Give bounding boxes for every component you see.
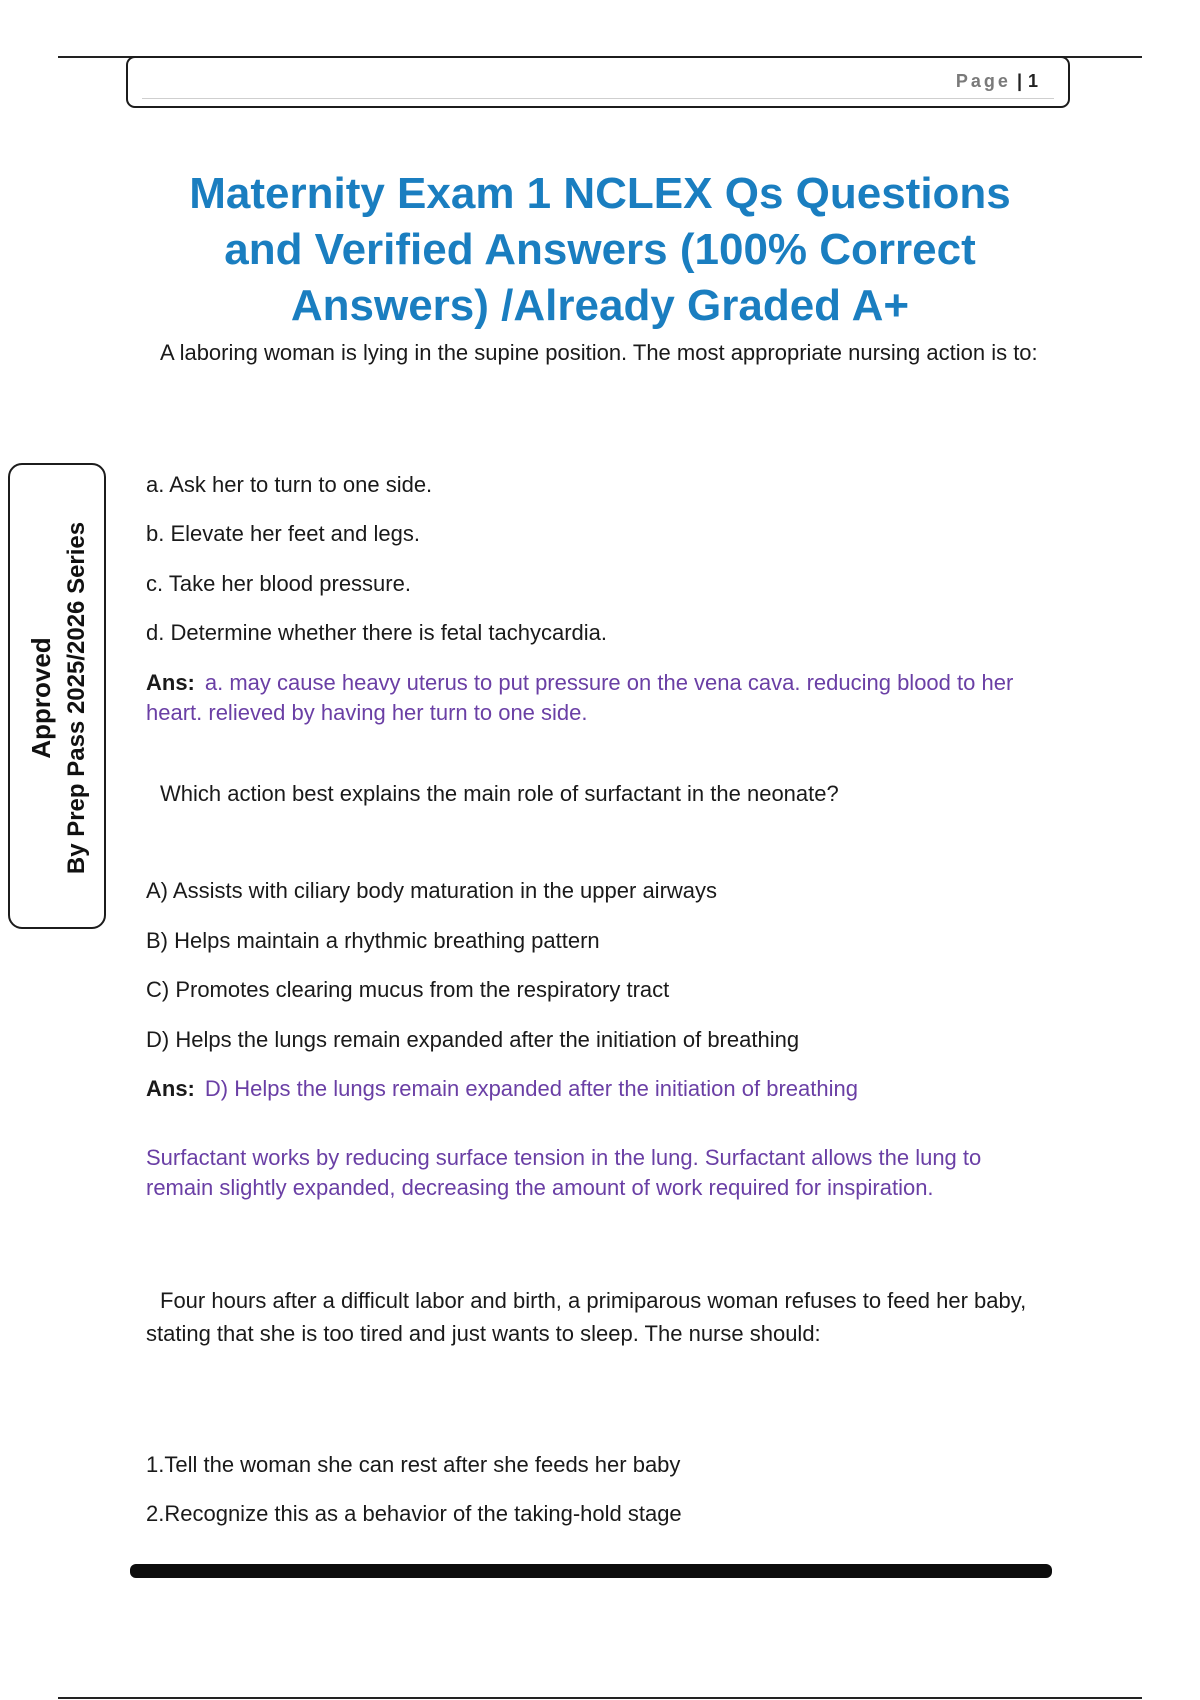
page-number: 1 [1027, 71, 1038, 91]
q2-option-c: C) Promotes clearing mucus from the respiratory tract [146, 977, 670, 1002]
q2-option-d: D) Helps the lungs remain expanded after the initiation of breathing [146, 1027, 800, 1052]
q3-option-2: 2.Recognize this as a behavior of the taking-hold stage [146, 1501, 682, 1526]
approval-side-tab [8, 463, 106, 929]
document-title: Maternity Exam 1 NCLEX Qs Questions and Verified Answers (100% Correct Answers) /Already Graded A+ [189, 169, 1011, 330]
q2-option-a: A) Assists with ciliary body maturation in the upper airways [146, 878, 718, 903]
page-number-label [956, 71, 1038, 92]
q2-answer-text: D) Helps the lungs remain expanded after the initiation of breathing [204, 1076, 858, 1101]
header-divider [142, 98, 1054, 99]
q2-rationale: Surfactant works by reducing surface tension in the lung. Surfactant allows the lung to remain slightly expanded, decreasing the amount of work required for inspiration. [146, 1145, 982, 1200]
q1-option-c: c. Take her blood pressure. [146, 571, 411, 596]
q1-answer [146, 668, 1046, 728]
footer-bar [130, 1564, 1052, 1578]
q1-option-a: a. Ask her to turn to one side. [146, 472, 433, 497]
q1-answer-text: a. may cause heavy uterus to put pressure on the vena cava. reducing blood to her heart. relieved by having her turn to one side. [146, 670, 1014, 725]
q3-option-1: 1.Tell the woman she can rest after she feeds her baby [146, 1452, 681, 1477]
q2-answer-label: Ans: [146, 1076, 195, 1101]
question-3-stem: Four hours after a difficult labor and birth, a primiparous woman refuses to feed her baby, stating that she is too tired and just wants to sleep. The nurse should: [146, 1288, 1027, 1346]
page-header [126, 56, 1070, 108]
q1-option-b: b. Elevate her feet and legs. [146, 521, 420, 546]
page-word: Page [955, 71, 1011, 91]
q2-option-b: B) Helps maintain a rhythmic breathing pattern [146, 928, 600, 953]
q1-answer-label: Ans: [146, 670, 195, 695]
side-tab-approved: Approved [26, 637, 56, 759]
side-tab-series: By Prep Pass 2025/2026 Series [63, 521, 90, 875]
page-separator: | [1016, 71, 1022, 91]
q2-answer [146, 1073, 1046, 1105]
question-2-stem: Which action best explains the main role of surfactant in the neonate? [160, 781, 839, 806]
question-1-stem: A laboring woman is lying in the supine position. The most appropriate nursing action is to: [160, 340, 1038, 365]
side-tab-text [23, 468, 95, 928]
q1-option-d: d. Determine whether there is fetal tachycardia. [146, 620, 608, 645]
bottom-rule [58, 1697, 1142, 1699]
